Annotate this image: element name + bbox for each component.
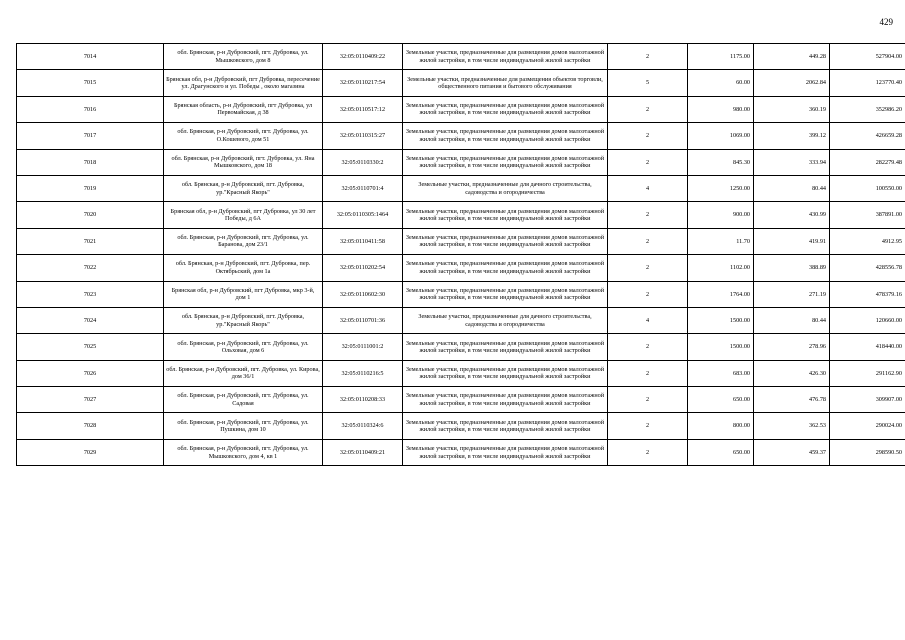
area-cell: 1250.00 (688, 175, 754, 201)
area-cell: 1500.00 (688, 307, 754, 333)
table-row (17, 149, 905, 175)
land-use-cell: Земельные участки, предназначенные для размещения домов малоэтажной жилой застройки, в том числе индивидуальной жилой застройки (403, 228, 608, 254)
cadastral-number-cell: 32:05:0110208:33 (323, 387, 403, 413)
cadastral-value-cell: 290024.00 (830, 413, 905, 439)
address-cell: Брянская обл, р-н Дубровский, пгт Дубровка, ул 30 лет Победы, д 6А (164, 202, 323, 228)
address-cell: Брянская область, р-н Дубровский, пгт Дубровка, ул Первомайская, д 38 (164, 96, 323, 122)
cadastral-value-cell: 426659.28 (830, 123, 905, 149)
specific-value-cell: 388.89 (754, 255, 830, 281)
cadastral-value-cell: 352986.20 (830, 96, 905, 122)
row-number-cell: 7021 (17, 228, 164, 254)
address-cell: Брянская обл, р-н Дубровский, пгт Дубровка, мкр 3-й, дом 1 (164, 281, 323, 307)
table-row (17, 255, 905, 281)
table-row (17, 175, 905, 201)
group-cell: 2 (608, 413, 688, 439)
specific-value-cell: 399.12 (754, 123, 830, 149)
row-number-cell: 7026 (17, 360, 164, 386)
cadastral-value-cell: 298590.50 (830, 439, 905, 465)
table-row (17, 334, 905, 360)
cadastral-number-cell: 32:05:0110409:21 (323, 439, 403, 465)
table-row (17, 387, 905, 413)
land-use-cell: Земельные участки, предназначенные для размещения домов малоэтажной жилой застройки, в том числе индивидуальной жилой застройки (403, 387, 608, 413)
specific-value-cell: 333.94 (754, 149, 830, 175)
address-cell: обл. Брянская, р-н Дубровский, пгт. Дубровка, ул. Яна Мышковского, дом 18 (164, 149, 323, 175)
row-number-cell: 7019 (17, 175, 164, 201)
cadastral-number-cell: 32:05:0110202:54 (323, 255, 403, 281)
cadastral-number-cell: 32:05:0110602:30 (323, 281, 403, 307)
row-number-cell: 7014 (17, 44, 164, 70)
specific-value-cell: 278.96 (754, 334, 830, 360)
row-number-cell: 7018 (17, 149, 164, 175)
land-use-cell: Земельные участки, предназначенные для размещения домов малоэтажной жилой застройки, в том числе индивидуальной жилой застройки (403, 149, 608, 175)
land-use-cell: Земельные участки, предназначенные для размещения домов малоэтажной жилой застройки, в том числе индивидуальной жилой застройки (403, 334, 608, 360)
address-cell: обл. Брянская, р-н Дубровский, пгт. Дубровка, ул. Садовая (164, 387, 323, 413)
area-cell: 1764.00 (688, 281, 754, 307)
row-number-cell: 7015 (17, 70, 164, 96)
address-cell: обл. Брянская, р-н Дубровский, пгт. Дубровка, пер. Октябрьский, дом 1а (164, 255, 323, 281)
specific-value-cell: 360.19 (754, 96, 830, 122)
land-use-cell: Земельные участки, предназначенные для размещения домов малоэтажной жилой застройки, в том числе индивидуальной жилой застройки (403, 439, 608, 465)
address-cell: обл. Брянская, р-н Дубровский, пгт. Дубровка, ул. Пушкина, дом 10 (164, 413, 323, 439)
table-row (17, 439, 905, 465)
cadastral-number-cell: 32:05:0111001:2 (323, 334, 403, 360)
area-cell: 683.00 (688, 360, 754, 386)
table-row (17, 202, 905, 228)
address-cell: Брянская обл, р-н Дубровский, пгт Дубровка, пересечение ул. Драгунского и ул. Победы , около магазина (164, 70, 323, 96)
table-row (17, 360, 905, 386)
specific-value-cell: 362.53 (754, 413, 830, 439)
row-number-cell: 7016 (17, 96, 164, 122)
table-row (17, 281, 905, 307)
table-row (17, 307, 905, 333)
group-cell: 4 (608, 175, 688, 201)
address-cell: обл. Брянская, р-н Дубровский, пгт. Дубровка, ул. О.Кошевого, дом 51 (164, 123, 323, 149)
cadastral-value-cell: 418440.00 (830, 334, 905, 360)
row-number-cell: 7023 (17, 281, 164, 307)
cadastral-number-cell: 32:05:0110305:1464 (323, 202, 403, 228)
cadastral-value-cell: 309907.00 (830, 387, 905, 413)
land-use-cell: Земельные участки, предназначенные для дачного строительства, садоводства и огородничества (403, 307, 608, 333)
group-cell: 2 (608, 360, 688, 386)
specific-value-cell: 426.30 (754, 360, 830, 386)
group-cell: 2 (608, 439, 688, 465)
cadastral-number-cell: 32:05:0110517:12 (323, 96, 403, 122)
cadastral-value-cell: 282279.48 (830, 149, 905, 175)
cadastral-number-cell: 32:05:0110409:22 (323, 44, 403, 70)
specific-value-cell: 271.19 (754, 281, 830, 307)
group-cell: 2 (608, 44, 688, 70)
area-cell: 900.00 (688, 202, 754, 228)
area-cell: 980.00 (688, 96, 754, 122)
group-cell: 2 (608, 334, 688, 360)
specific-value-cell: 476.78 (754, 387, 830, 413)
group-cell: 5 (608, 70, 688, 96)
cadastral-number-cell: 32:05:0110217:54 (323, 70, 403, 96)
cadastral-value-cell: 428556.78 (830, 255, 905, 281)
land-use-cell: Земельные участки, предназначенные для размещения домов малоэтажной жилой застройки, в том числе индивидуальной жилой застройки (403, 123, 608, 149)
cadastral-value-cell: 527904.00 (830, 44, 905, 70)
cadastral-value-cell: 387891.00 (830, 202, 905, 228)
cadastral-number-cell: 32:05:0110701:36 (323, 307, 403, 333)
specific-value-cell: 459.37 (754, 439, 830, 465)
row-number-cell: 7025 (17, 334, 164, 360)
registry-rows (17, 44, 905, 466)
row-number-cell: 7017 (17, 123, 164, 149)
cadastral-value-cell: 4912.95 (830, 228, 905, 254)
specific-value-cell: 449.28 (754, 44, 830, 70)
specific-value-cell: 419.91 (754, 228, 830, 254)
address-cell: обл. Брянская, р-н Дубровский, пгт. Дубровка, ул. Мышковского, дом 8 (164, 44, 323, 70)
area-cell: 1500.00 (688, 334, 754, 360)
row-number-cell: 7024 (17, 307, 164, 333)
land-use-cell: Земельные участки, предназначенные для размещения домов малоэтажной жилой застройки, в том числе индивидуальной жилой застройки (403, 202, 608, 228)
specific-value-cell: 430.99 (754, 202, 830, 228)
area-cell: 60.00 (688, 70, 754, 96)
land-use-cell: Земельные участки, предназначенные для дачного строительства, садоводства и огородничества (403, 175, 608, 201)
area-cell: 650.00 (688, 387, 754, 413)
cadastral-value-cell: 100550.00 (830, 175, 905, 201)
group-cell: 2 (608, 255, 688, 281)
row-number-cell: 7027 (17, 387, 164, 413)
table-row (17, 96, 905, 122)
group-cell: 2 (608, 387, 688, 413)
address-cell: обл. Брянская, р-н Дубровский, пгт. Дубровка, ул. Баранова, дом 23/1 (164, 228, 323, 254)
group-cell: 2 (608, 149, 688, 175)
row-number-cell: 7022 (17, 255, 164, 281)
land-use-cell: Земельные участки, предназначенные для размещения домов малоэтажной жилой застройки, в том числе индивидуальной жилой застройки (403, 255, 608, 281)
address-cell: обл. Брянская, р-н Дубровский, пгт. Дубровка, ур."Красный Якорь" (164, 175, 323, 201)
address-cell: обл. Брянская, р-н Дубровский, пгт. Дубровка, ул. Кирова, дом 36/1 (164, 360, 323, 386)
specific-value-cell: 80.44 (754, 175, 830, 201)
group-cell: 2 (608, 96, 688, 122)
table-row (17, 123, 905, 149)
area-cell: 1069.00 (688, 123, 754, 149)
cadastral-number-cell: 32:05:0110330:2 (323, 149, 403, 175)
land-use-cell: Земельные участки, предназначенные для размещения объектов торговли, общественного питания и бытового обслуживания (403, 70, 608, 96)
row-number-cell: 7028 (17, 413, 164, 439)
group-cell: 2 (608, 202, 688, 228)
land-use-cell: Земельные участки, предназначенные для размещения домов малоэтажной жилой застройки, в том числе индивидуальной жилой застройки (403, 281, 608, 307)
cadastral-value-cell: 478379.16 (830, 281, 905, 307)
table-row (17, 70, 905, 96)
land-use-cell: Земельные участки, предназначенные для размещения домов малоэтажной жилой застройки, в том числе индивидуальной жилой застройки (403, 96, 608, 122)
land-use-cell: Земельные участки, предназначенные для размещения домов малоэтажной жилой застройки, в том числе индивидуальной жилой застройки (403, 44, 608, 70)
table-row (17, 413, 905, 439)
specific-value-cell: 2062.84 (754, 70, 830, 96)
land-use-cell: Земельные участки, предназначенные для размещения домов малоэтажной жилой застройки, в том числе индивидуальной жилой застройки (403, 360, 608, 386)
cadastral-number-cell: 32:05:0110324:6 (323, 413, 403, 439)
land-use-cell: Земельные участки, предназначенные для размещения домов малоэтажной жилой застройки, в том числе индивидуальной жилой застройки (403, 413, 608, 439)
cadastral-number-cell: 32:05:0110411:58 (323, 228, 403, 254)
area-cell: 845.30 (688, 149, 754, 175)
cadastral-value-cell: 291162.90 (830, 360, 905, 386)
cadastral-value-cell: 120660.00 (830, 307, 905, 333)
cadastral-number-cell: 32:05:0110315:27 (323, 123, 403, 149)
page-number: 429 (879, 17, 893, 27)
cadastral-number-cell: 32:05:0110216:5 (323, 360, 403, 386)
table-row (17, 44, 905, 70)
area-cell: 11.70 (688, 228, 754, 254)
group-cell: 4 (608, 307, 688, 333)
group-cell: 2 (608, 281, 688, 307)
specific-value-cell: 80.44 (754, 307, 830, 333)
area-cell: 800.00 (688, 413, 754, 439)
row-number-cell: 7029 (17, 439, 164, 465)
area-cell: 650.00 (688, 439, 754, 465)
address-cell: обл. Брянская, р-н Дубровский, пгт. Дубровка, ур."Красный Якорь" (164, 307, 323, 333)
address-cell: обл. Брянская, р-н Дубровский, пгт. Дубровка, ул. Мышковского, дом 4, кв 1 (164, 439, 323, 465)
group-cell: 2 (608, 228, 688, 254)
cadastral-value-cell: 123770.40 (830, 70, 905, 96)
row-number-cell: 7020 (17, 202, 164, 228)
address-cell: обл. Брянская, р-н Дубровский, пгт. Дубровка, ул. Ольховая, дом 6 (164, 334, 323, 360)
registry-table (16, 43, 905, 466)
group-cell: 2 (608, 123, 688, 149)
area-cell: 1102.00 (688, 255, 754, 281)
area-cell: 1175.00 (688, 44, 754, 70)
table-row (17, 228, 905, 254)
cadastral-number-cell: 32:05:0110701:4 (323, 175, 403, 201)
